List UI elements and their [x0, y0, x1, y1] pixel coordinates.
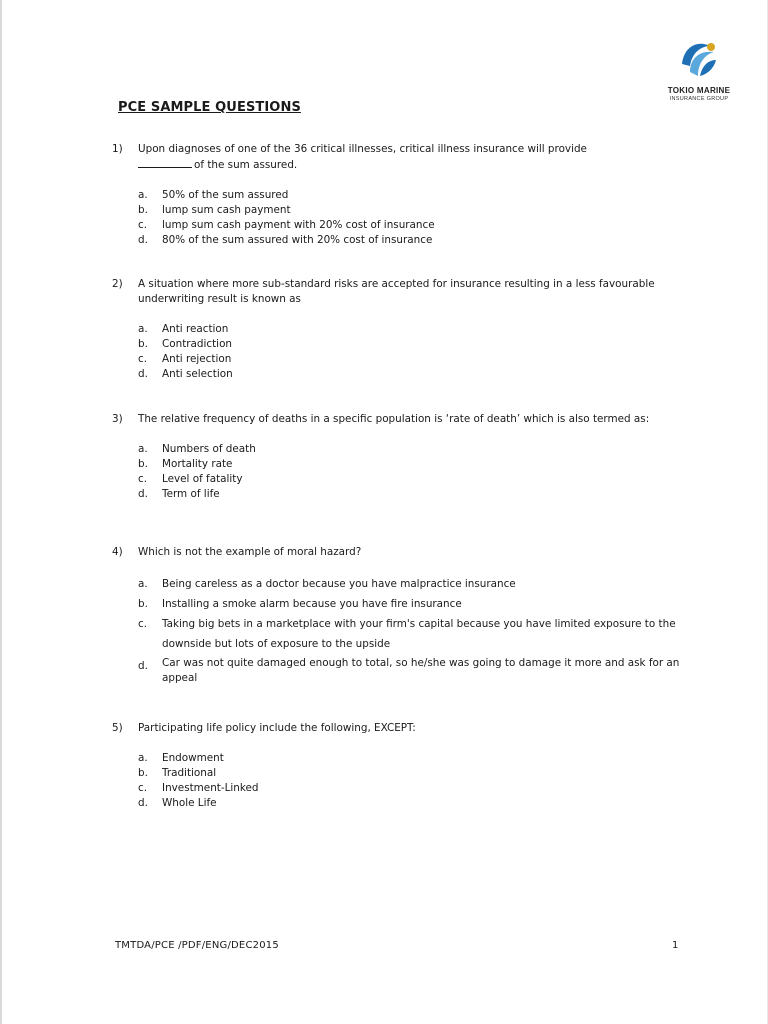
tokio-marine-logo-icon: [676, 36, 722, 82]
question-number: 2): [112, 278, 123, 290]
question-5: [112, 721, 702, 811]
question-text-line-2-text: of the sum assured.: [194, 159, 298, 171]
question-text: Which is not the example of moral hazard?: [138, 546, 362, 558]
option-item: [138, 472, 702, 487]
page-edge: [0, 0, 2, 1024]
option-item: [138, 781, 702, 796]
option-list: [112, 442, 702, 502]
option-item: [138, 337, 702, 352]
option-letter: b.: [138, 767, 148, 779]
option-text: Numbers of death: [162, 443, 256, 455]
option-list: [112, 751, 702, 811]
option-letter: c.: [138, 473, 148, 485]
option-text: Taking big bets in a marketplace with your firm's capital because you have limited exposure to the downside but lots of exposure to the upside: [162, 618, 676, 650]
logo-subtitle: INSURANCE GROUP: [669, 96, 729, 102]
question-4: [112, 545, 702, 686]
page-number: 1: [672, 940, 679, 951]
question-text-line-1: Upon diagnoses of one of the 36 critical illnesses, critical illness insurance will provide: [138, 143, 587, 155]
option-item: [138, 322, 702, 337]
question-text: A situation where more sub-standard risks are accepted for insurance resulting in a less favourable underwriting result is known as: [138, 278, 655, 305]
option-item: [138, 233, 702, 248]
option-letter: a.: [138, 752, 148, 764]
option-item: [138, 367, 702, 382]
option-letter: c.: [138, 782, 148, 794]
option-text: Anti rejection: [162, 353, 232, 365]
option-letter: d.: [138, 368, 148, 380]
option-text: Traditional: [162, 767, 217, 779]
option-letter: d.: [138, 797, 148, 809]
option-item: [138, 594, 702, 614]
option-letter: a.: [138, 189, 148, 201]
option-letter: c.: [138, 219, 148, 231]
option-text: Mortality rate: [162, 458, 233, 470]
option-letter: c.: [138, 618, 148, 630]
option-letter: a.: [138, 443, 148, 455]
option-item: [138, 766, 702, 781]
question-number: 3): [112, 413, 123, 425]
option-letter: b.: [138, 204, 148, 216]
question-number: 4): [112, 546, 123, 558]
question-3: [112, 412, 702, 502]
option-letter: c.: [138, 353, 148, 365]
option-list: [112, 188, 702, 248]
question-1: [112, 142, 702, 248]
option-text: Term of life: [162, 488, 220, 500]
option-letter: a.: [138, 578, 148, 590]
option-list: [112, 574, 702, 686]
option-text: Anti selection: [162, 368, 233, 380]
option-letter: d.: [138, 660, 148, 672]
question-number: 1): [112, 143, 123, 155]
option-text: 80% of the sum assured with 20% cost of insurance: [162, 234, 433, 246]
option-item: [138, 188, 702, 203]
option-text: Installing a smoke alarm because you have fire insurance: [162, 598, 462, 610]
option-text: Car was not quite damaged enough to total, so he/she was going to damage it more and ask for an appeal: [162, 657, 680, 684]
option-letter: d.: [138, 488, 148, 500]
option-letter: a.: [138, 323, 148, 335]
option-item: [138, 614, 702, 654]
option-item: [138, 796, 702, 811]
option-letter: b.: [138, 458, 148, 470]
company-logo: [654, 36, 744, 102]
option-text: 50% of the sum assured: [162, 189, 289, 201]
answer-blank: [138, 157, 192, 168]
question-text-line-2: [138, 157, 702, 173]
option-text: Investment-Linked: [162, 782, 259, 794]
question-text: Participating life policy include the following, EXCEPT:: [138, 722, 416, 734]
option-item: [138, 574, 702, 594]
option-item: [138, 218, 702, 233]
option-letter: b.: [138, 598, 148, 610]
page-title: PCE SAMPLE QUESTIONS: [118, 100, 301, 115]
option-text: lump sum cash payment with 20% cost of insurance: [162, 219, 435, 231]
option-text: Anti reaction: [162, 323, 229, 335]
question-text: The relative frequency of deaths in a specific population is ‘rate of death’ which is also termed as:: [138, 413, 650, 425]
option-item: [138, 487, 702, 502]
option-text: Being careless as a doctor because you have malpractice insurance: [162, 578, 516, 590]
option-item: [138, 751, 702, 766]
logo-name: TOKIO MARINE: [667, 86, 731, 95]
option-letter: d.: [138, 234, 148, 246]
option-item: [138, 442, 702, 457]
option-list: [112, 322, 702, 382]
option-text: Contradiction: [162, 338, 233, 350]
question-number: 5): [112, 722, 123, 734]
option-text: lump sum cash payment: [162, 204, 291, 216]
option-item: [138, 203, 702, 218]
question-text: [138, 142, 702, 173]
document-code: TMTDA/PCE /PDF/ENG/DEC2015: [115, 940, 279, 951]
option-text: Whole Life: [162, 797, 217, 809]
option-item: [138, 352, 702, 367]
option-text: Level of fatality: [162, 473, 243, 485]
option-item: [138, 457, 702, 472]
option-letter: b.: [138, 338, 148, 350]
option-item: [138, 656, 702, 686]
question-2: [112, 277, 702, 382]
option-text: Endowment: [162, 752, 224, 764]
